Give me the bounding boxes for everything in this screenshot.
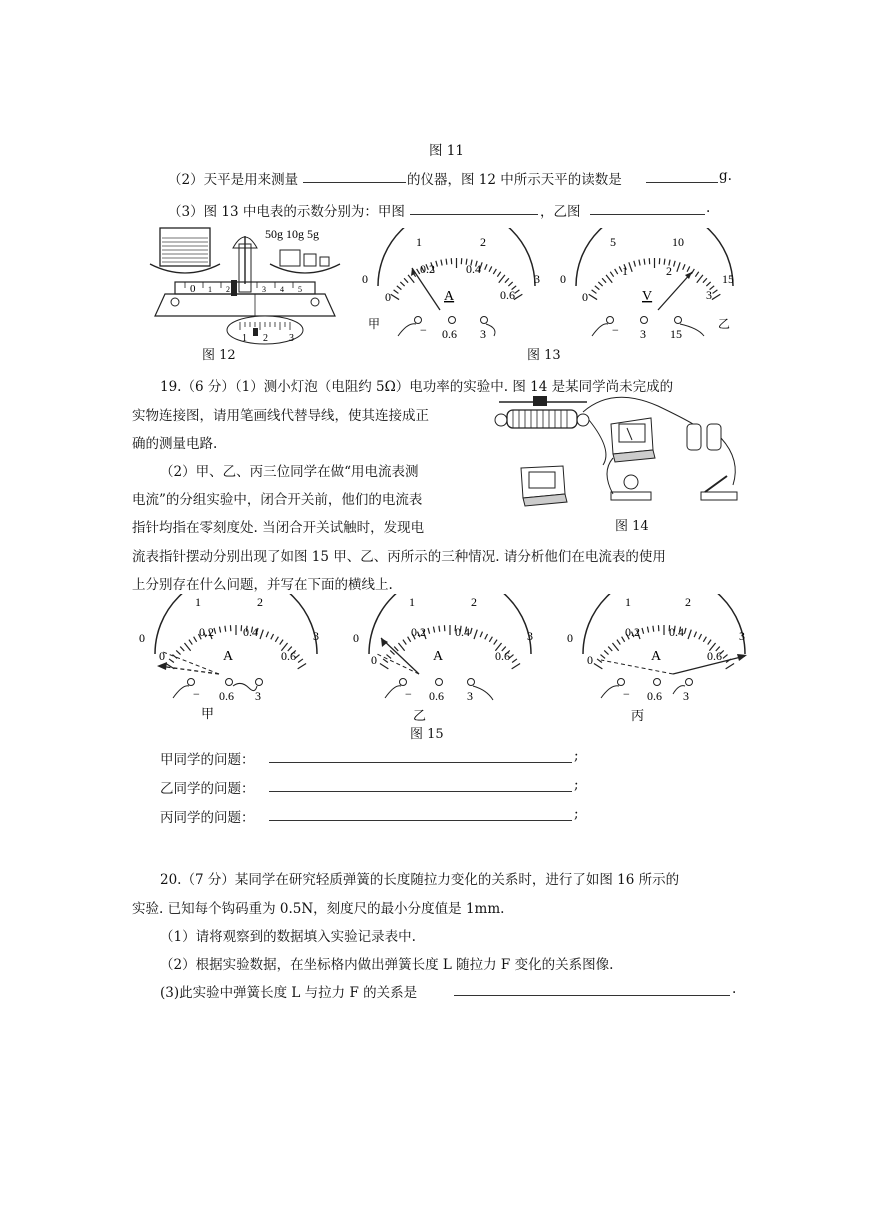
meter-tick xyxy=(703,637,706,642)
meter-tick xyxy=(214,628,216,634)
bing-term-3: 3 xyxy=(683,689,689,703)
jia-top-0: 0 xyxy=(139,631,145,645)
meter-tick xyxy=(512,659,517,663)
jia-term-3: 3 xyxy=(255,689,261,703)
yi-term-3: 3 xyxy=(467,689,473,703)
vm-term-neg: − xyxy=(612,323,619,337)
meter-tick xyxy=(271,634,274,639)
meter-tick xyxy=(494,640,497,645)
fig13-meters-diagram xyxy=(360,228,740,343)
answer-jia-label: 甲同学的问题： xyxy=(160,752,255,768)
jia-bottom-0: 0 xyxy=(159,649,165,663)
meter-tick xyxy=(642,628,644,634)
q20-item2: （2）根据实验数据，在坐标格内做出弹簧长度 L 随拉力 F 变化的关系图像. xyxy=(160,957,614,973)
bing-term-06: 0.6 xyxy=(647,689,662,703)
yi-name: 乙 xyxy=(413,708,427,723)
amm-top-0: 0 xyxy=(362,272,368,286)
meter-tick xyxy=(397,286,402,290)
yi-bottom-0: 0 xyxy=(371,653,377,667)
bing-bottom-0: 0 xyxy=(587,653,593,667)
q19-line1: 19.（6 分）（1）测小灯泡（电阻约 5Ω）电功率的实验中. 图 14 是某同学尚未完成的 xyxy=(160,379,674,395)
q19-line8: 上分别存在什么问题，并写在下面的横线上. xyxy=(132,577,393,593)
q2-prefix: （2）天平是用来测量 xyxy=(168,172,299,188)
meter-tick xyxy=(589,294,597,299)
meter-tick xyxy=(639,260,640,266)
meter-tick xyxy=(380,664,388,669)
meter-tick xyxy=(489,266,492,271)
meter-tick xyxy=(515,290,520,294)
bing-unit: A xyxy=(651,649,662,664)
meter-tick xyxy=(594,664,602,669)
amm-name: 甲 xyxy=(368,317,381,331)
meter-tick xyxy=(505,278,509,282)
meter-tick xyxy=(695,272,698,277)
meter-tick xyxy=(441,260,442,266)
meter-tick xyxy=(726,664,734,669)
meter-tick xyxy=(691,269,694,274)
meter-tick xyxy=(428,628,430,634)
meter-tick xyxy=(674,261,676,267)
meter-tick xyxy=(391,294,399,299)
meter-tick xyxy=(687,266,690,271)
meter-tick xyxy=(683,264,685,270)
vm-unit: V xyxy=(642,289,653,304)
bing-bottom-1: 0.2 xyxy=(625,625,640,639)
meter-tick xyxy=(298,659,303,663)
jia-name: 甲 xyxy=(201,706,215,721)
q20-line1: 20.（7 分）某同学在研究轻质弹簧的长度随拉力变化的关系时，进行了如图 16 所示的 xyxy=(160,872,680,888)
meter-tick xyxy=(266,632,268,638)
meter-tick xyxy=(615,269,618,274)
meter-tick xyxy=(394,290,399,294)
q20-item3-blank[interactable] xyxy=(454,981,730,996)
amm-bottom-0: 0 xyxy=(385,290,391,304)
yi-bottom-3: 0.6 xyxy=(495,649,510,663)
amm-bottom-2: 0.4 xyxy=(466,262,481,276)
meter-tick xyxy=(225,626,226,632)
beam-label-2: 2 xyxy=(226,285,230,294)
meter-tick xyxy=(485,264,487,270)
vm-bottom-0: 0 xyxy=(582,290,588,304)
yi-term-neg: − xyxy=(405,687,412,701)
bing-term-neg: − xyxy=(623,687,630,701)
q2-middle: 的仪器，图 12 中所示天平的读数是 xyxy=(407,172,622,188)
q3-end: . xyxy=(706,200,711,216)
vm-term-15: 15 xyxy=(670,327,682,341)
beam-label-5: 5 xyxy=(298,285,302,294)
meter-tick xyxy=(653,626,654,632)
meter-tick xyxy=(514,294,522,299)
meter-tick xyxy=(446,259,447,265)
fig15-meter-bing xyxy=(567,594,747,723)
vm-term-3: 3 xyxy=(640,327,646,341)
fig13-voltmeter xyxy=(560,228,734,341)
meter-tick xyxy=(688,630,691,639)
answer-bing-blank[interactable] xyxy=(269,806,572,821)
yi-top-1: 1 xyxy=(409,595,415,609)
q20-line2: 实验. 已知每个钩码重为 0.5N，刻度尺的最小分度值是 1mm. xyxy=(132,901,505,917)
fig12-caption: 图 12 xyxy=(202,348,236,363)
q20-item3-prefix: (3)此实验中弹簧长度 L 与拉力 F 的关系是 xyxy=(160,985,418,1001)
yi-bottom-1: 0.2 xyxy=(411,625,426,639)
meter-tick xyxy=(595,286,600,290)
bing-bottom-3: 0.6 xyxy=(707,649,722,663)
meter-tick xyxy=(383,659,388,663)
beam-label-4: 4 xyxy=(280,285,284,294)
meter-tick xyxy=(677,262,680,271)
bing-top-0: 0 xyxy=(567,631,573,645)
fig15-meter-jia xyxy=(139,594,319,721)
amm-term-3: 3 xyxy=(480,327,486,341)
meter-tick xyxy=(602,278,606,282)
meter-tick xyxy=(275,637,278,642)
amm-unit: A xyxy=(444,289,455,304)
bing-name: 丙 xyxy=(631,708,645,723)
q20-item1: （1）请将观察到的数据填入实验记录表中. xyxy=(160,929,416,945)
q3-blank-1[interactable] xyxy=(410,200,538,215)
fig12-balance-diagram xyxy=(145,222,350,347)
answer-bing-end: ; xyxy=(574,806,579,822)
meter-tick xyxy=(694,632,696,638)
jia-bottom-2: 0.4 xyxy=(243,625,258,639)
meter-tick xyxy=(684,628,686,634)
beam-label-0: 0 xyxy=(190,283,196,295)
q2-blank-1[interactable] xyxy=(303,168,406,183)
beam-label-3: 3 xyxy=(262,285,266,294)
meter-tick xyxy=(493,269,496,274)
scale-label-1: 1 xyxy=(242,333,247,344)
vm-top-10: 10 xyxy=(672,235,684,249)
meter-tick xyxy=(664,259,665,265)
meter-tick xyxy=(608,647,612,651)
meter-tick xyxy=(592,290,597,294)
meter-tick xyxy=(176,650,180,654)
bing-bottom-2: 0.4 xyxy=(669,625,684,639)
yi-unit: A xyxy=(433,649,444,664)
amm-term-neg: − xyxy=(420,323,427,337)
meter-tick xyxy=(499,275,505,283)
meter-tick xyxy=(169,659,174,663)
meter-tick xyxy=(184,643,190,651)
q2-blank-2[interactable] xyxy=(646,168,718,183)
amm-bottom-3: 0.6 xyxy=(500,288,515,302)
bing-top-2: 2 xyxy=(685,595,691,609)
amm-top-3: 3 xyxy=(534,272,540,286)
beam-label-1: 1 xyxy=(208,285,212,294)
bing-top-3: 3 xyxy=(739,629,745,643)
meter-tick xyxy=(489,637,492,642)
amm-top-2: 2 xyxy=(480,235,486,249)
meter-tick xyxy=(439,626,440,632)
meter-tick xyxy=(219,627,220,633)
vm-bottom-3: 3 xyxy=(706,288,712,302)
meter-tick xyxy=(403,640,406,645)
vm-top-15: 15 xyxy=(722,272,734,286)
meter-tick xyxy=(398,643,404,651)
answer-yi-end: ; xyxy=(574,777,579,793)
jia-top-3: 3 xyxy=(313,629,319,643)
meter-tick xyxy=(617,640,620,645)
yi-term-06: 0.6 xyxy=(429,689,444,703)
q3-middle: ，乙图 xyxy=(540,204,581,220)
jia-term-06: 0.6 xyxy=(219,689,234,703)
q19-line2: 实物连接图，请用笔画线代替导线，使其连接成正 xyxy=(132,408,429,424)
jia-bottom-3: 0.6 xyxy=(281,649,296,663)
scale-label-2: 2 xyxy=(263,333,268,344)
meter-tick xyxy=(280,640,283,645)
answer-yi-label: 乙同学的问题： xyxy=(160,781,255,797)
meter-tick xyxy=(400,282,404,286)
vm-top-0: 0 xyxy=(560,272,566,286)
fig15-ammeters-diagram xyxy=(133,594,758,724)
meter-tick xyxy=(404,278,408,282)
meter-tick xyxy=(600,655,605,659)
meter-tick xyxy=(194,637,197,642)
meter-tick xyxy=(433,627,434,633)
meter-tick xyxy=(408,275,414,283)
meter-tick xyxy=(706,282,710,286)
fig12-weights-label: 50g 10g 5g xyxy=(265,227,319,241)
meter-tick xyxy=(699,634,702,639)
yi-bottom-2: 0.4 xyxy=(455,625,470,639)
meter-tick xyxy=(703,278,707,282)
answer-jia-end: ; xyxy=(574,748,579,764)
vm-name: 乙 xyxy=(718,317,731,331)
fig15-caption: 图 15 xyxy=(410,727,444,742)
meter-tick xyxy=(629,262,632,271)
jia-top-1: 1 xyxy=(195,595,201,609)
vm-bottom-2: 2 xyxy=(666,264,672,278)
fig13-ammeter xyxy=(362,228,540,341)
meter-tick xyxy=(598,282,602,286)
jia-top-2: 2 xyxy=(257,595,263,609)
amm-top-1: 1 xyxy=(416,235,422,249)
fig11-caption: 图 11 xyxy=(429,143,464,159)
meter-tick xyxy=(606,275,612,283)
jia-unit: A xyxy=(223,649,234,664)
meter-tick xyxy=(708,640,711,645)
fig15-meter-yi xyxy=(353,594,533,723)
q2-unit: g. xyxy=(719,168,732,184)
q3-prefix: （3）图 13 中电表的示数分别为：甲图 xyxy=(168,204,405,220)
yi-top-3: 3 xyxy=(527,629,533,643)
meter-tick xyxy=(597,659,602,663)
answer-jia-blank[interactable] xyxy=(269,748,572,763)
meter-tick xyxy=(612,643,618,651)
meter-tick xyxy=(436,261,438,267)
bing-top-1: 1 xyxy=(625,595,631,609)
meter-tick xyxy=(386,655,391,659)
amm-bottom-1: 0.2 xyxy=(420,262,435,276)
yi-top-2: 2 xyxy=(471,595,477,609)
q20-item3-end: . xyxy=(732,981,737,997)
meter-tick xyxy=(647,627,648,633)
q19-line6: 指针均指在零刻度处. 当闭合开关试触时，发现电 xyxy=(132,520,425,536)
fig14-circuit-diagram xyxy=(493,390,743,510)
q19-line5: 电流”的分组实验中，闭合开关前，他们的电流表 xyxy=(132,492,423,508)
fig13-caption: 图 13 xyxy=(527,348,561,363)
jia-bottom-1: 0.2 xyxy=(199,625,214,639)
meter-tick xyxy=(180,647,184,651)
meter-tick xyxy=(512,664,520,669)
meter-tick xyxy=(697,275,703,283)
meter-tick xyxy=(485,634,488,639)
meter-tick xyxy=(610,272,613,277)
vm-top-5: 5 xyxy=(610,235,616,249)
meter-tick xyxy=(470,628,472,634)
fig14-caption: 图 14 xyxy=(615,519,649,534)
amm-term-06: 0.6 xyxy=(442,327,457,341)
meter-tick xyxy=(604,650,608,654)
meter-tick xyxy=(634,261,636,267)
answer-bing-label: 丙同学的问题： xyxy=(160,810,255,826)
meter-tick xyxy=(298,664,306,669)
meter-tick xyxy=(712,294,720,299)
meter-tick xyxy=(480,632,482,638)
meter-tick xyxy=(644,259,645,265)
meter-tick xyxy=(723,655,728,659)
vm-bottom-1: 1 xyxy=(622,264,628,278)
scale-label-3: 3 xyxy=(289,333,294,344)
meter-tick xyxy=(189,640,192,645)
meter-tick xyxy=(508,282,512,286)
q19-line4: （2）甲、乙、丙三位同学在做“用电流表测 xyxy=(160,464,419,480)
meter-tick xyxy=(497,272,500,277)
q19-line7: 流表指针摆动分别出现了如图 15 甲、乙、丙所示的三种情况. 请分析他们在电流表的使用 xyxy=(132,549,666,565)
meter-tick xyxy=(713,290,718,294)
meter-tick xyxy=(260,630,263,639)
q3-blank-2[interactable] xyxy=(590,200,705,215)
answer-yi-blank[interactable] xyxy=(269,777,572,792)
meter-tick xyxy=(474,630,477,639)
yi-top-0: 0 xyxy=(353,631,359,645)
q19-line3: 确的测量电路. xyxy=(132,436,218,452)
jia-term-neg: − xyxy=(193,687,200,701)
